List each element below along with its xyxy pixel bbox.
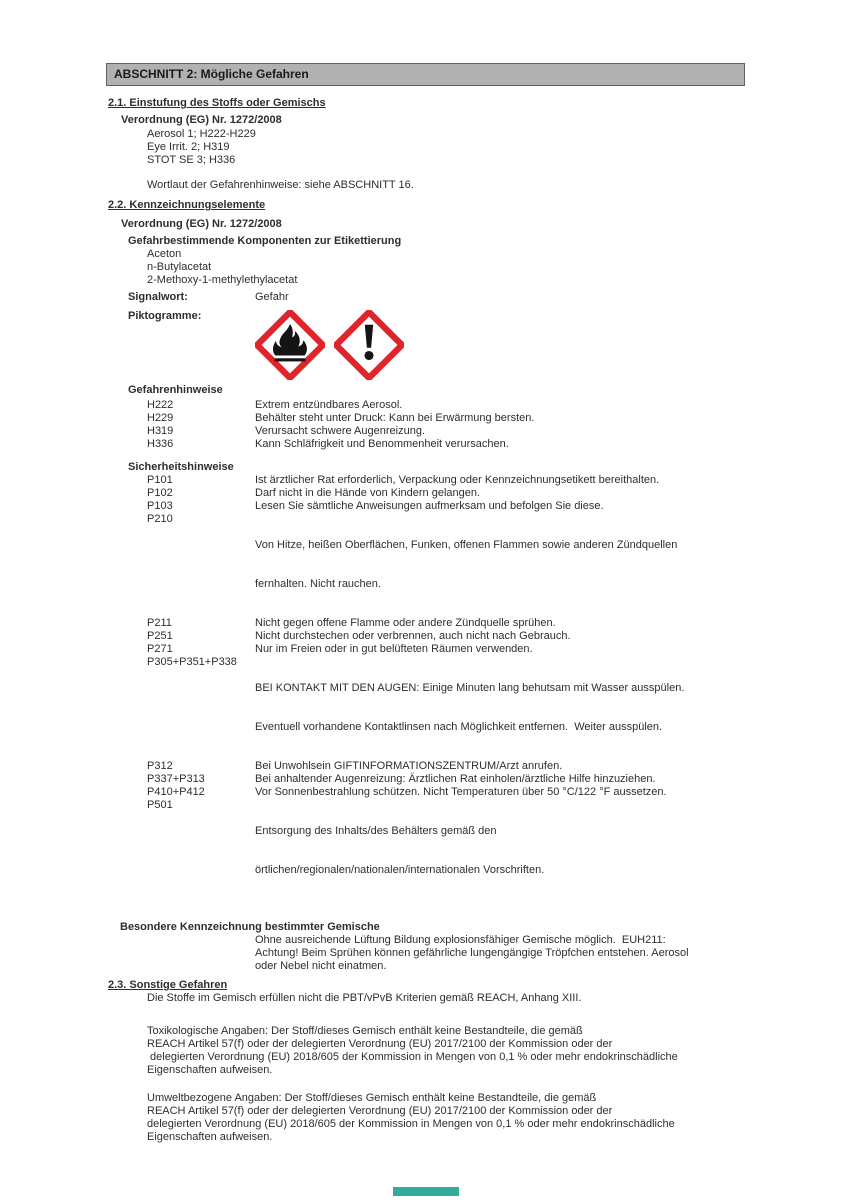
environmental-line: delegierten Verordnung (EU) 2018/605 der Kommission in Mengen von 0,1 % oder mehr endokrinschädliche	[147, 1118, 675, 1130]
section-header-title: ABSCHNITT 2: Mögliche Gefahren	[114, 67, 309, 81]
special-labelling-heading: Besondere Kennzeichnung bestimmter Gemische	[120, 921, 380, 933]
hazard-text: Extrem entzündbares Aerosol.	[255, 399, 403, 411]
pictograms-label: Piktogramme:	[128, 310, 202, 322]
hazard-statements-list	[106, 399, 749, 451]
precaution-text	[255, 656, 684, 760]
regulation-label-2-1: Verordnung (EG) Nr. 1272/2008	[121, 114, 282, 126]
component-line: n-Butylacetat	[147, 261, 212, 273]
precaution-code: P501	[147, 799, 173, 811]
precaution-code: P410+P412	[147, 786, 205, 798]
ghs02-flame-pictogram-icon	[255, 310, 325, 380]
ghs07-exclamation-pictogram-icon	[334, 310, 404, 380]
precaution-text-line: Von Hitze, heißen Oberflächen, Funken, offenen Flammen sowie anderen Zündquellen	[255, 539, 678, 551]
precautionary-statement-row	[147, 656, 749, 760]
precautionary-statement-row	[147, 760, 749, 773]
precaution-text: Vor Sonnenbestrahlung schützen. Nicht Temperaturen über 50 °C/122 °F aussetzen.	[255, 786, 667, 798]
precaution-text: Bei Unwohlsein GIFTINFORMATIONSZENTRUM/Arzt anrufen.	[255, 760, 563, 772]
precaution-code: P337+P313	[147, 773, 205, 785]
precaution-code: P102	[147, 487, 173, 499]
special-labelling-text	[255, 934, 749, 973]
precaution-text	[255, 799, 544, 903]
hazard-code: H229	[147, 412, 174, 424]
precaution-text-line: örtlichen/regionalen/nationalen/internationalen Vorschriften.	[255, 864, 545, 876]
classification-line: Eye Irrit. 2; H319	[147, 141, 230, 153]
precaution-code: P312	[147, 760, 173, 772]
classification-line: Aerosol 1; H222-H229	[147, 128, 256, 140]
toxicological-line: delegierten Verordnung (EU) 2018/605 der Kommission in Mengen von 0,1 % oder mehr endokrinschädliche	[147, 1051, 678, 1063]
section-header-bar	[106, 63, 745, 86]
hazard-statement-row	[147, 412, 749, 425]
precautionary-statement-row	[147, 513, 749, 617]
special-labelling-line: oder Nebel nicht einatmen.	[255, 960, 387, 972]
precautionary-statements-heading: Sicherheitshinweise	[128, 461, 234, 473]
precaution-text-line: BEI KONTAKT MIT DEN AUGEN: Einige Minuten lang behutsam mit Wasser ausspülen.	[255, 682, 685, 694]
environmental-line: Umweltbezogene Angaben: Der Stoff/dieses Gemisch enthält keine Bestandteile, die gemäß	[147, 1092, 597, 1104]
precaution-code: P103	[147, 500, 173, 512]
component-line: 2-Methoxy-1-methylethylacetat	[147, 274, 298, 286]
precaution-text-line: fernhalten. Nicht rauchen.	[255, 578, 381, 590]
precaution-text: Nur im Freien oder in gut belüfteten Räumen verwenden.	[255, 643, 533, 655]
precautionary-statement-row	[147, 630, 749, 643]
precautionary-statement-row	[147, 487, 749, 500]
environmental-line: Eigenschaften aufweisen.	[147, 1131, 273, 1143]
precautionary-statement-row	[147, 500, 749, 513]
heading-2-2: 2.2. Kennzeichnungselemente	[108, 199, 266, 211]
precautionary-statement-row	[147, 799, 749, 903]
pbt-statement: Die Stoffe im Gemisch erfüllen nicht die PBT/vPvB Kriterien gemäß REACH, Anhang XIII.	[147, 992, 582, 1004]
precaution-code: P305+P351+P338	[147, 656, 237, 668]
precaution-code: P271	[147, 643, 173, 655]
section-2-content	[106, 63, 749, 1144]
precaution-text-line: Entsorgung des Inhalts/des Behälters gemäß den	[255, 825, 497, 837]
labelling-components-heading: Gefahrbestimmende Komponenten zur Etikettierung	[128, 235, 402, 247]
precaution-text: Darf nicht in die Hände von Kindern gelangen.	[255, 487, 481, 499]
classification-line: STOT SE 3; H336	[147, 154, 236, 166]
precaution-text: Nicht durchstechen oder verbrennen, auch nicht nach Gebrauch.	[255, 630, 571, 642]
precautionary-statement-row	[147, 474, 749, 487]
precaution-code: P101	[147, 474, 173, 486]
signal-word-row	[128, 291, 749, 304]
precaution-text: Nicht gegen offene Flamme oder andere Zündquelle sprühen.	[255, 617, 556, 629]
precautionary-statement-row	[147, 786, 749, 799]
toxicological-line: Toxikologische Angaben: Der Stoff/dieses Gemisch enthält keine Bestandteile, die gemäß	[147, 1025, 583, 1037]
precautionary-statement-row	[147, 643, 749, 656]
signal-word-label: Signalwort:	[128, 291, 188, 303]
precaution-text	[255, 513, 677, 617]
hazard-text: Kann Schläfrigkeit und Benommenheit verursachen.	[255, 438, 509, 450]
hazard-statements-heading: Gefahrenhinweise	[128, 384, 223, 396]
special-labelling-line: Achtung! Beim Sprühen können gefährliche lungengängige Tröpfchen entstehen. Aerosol	[255, 947, 689, 959]
precaution-text: Lesen Sie sämtliche Anweisungen aufmerksam und befolgen Sie diese.	[255, 500, 604, 512]
hazard-text: Verursacht schwere Augenreizung.	[255, 425, 425, 437]
precaution-text-line: Eventuell vorhandene Kontaktlinsen nach Möglichkeit entfernen. Weiter ausspülen.	[255, 721, 663, 733]
precaution-code: P251	[147, 630, 173, 642]
toxicological-paragraph	[147, 1025, 749, 1077]
toxicological-line: Eigenschaften aufweisen.	[147, 1064, 273, 1076]
precaution-text: Bei anhaltender Augenreizung: Ärztlichen Rat einholen/ärztliche Hilfe hinzuziehen.	[255, 773, 656, 785]
precautionary-statement-row	[147, 773, 749, 786]
page-footer-mark	[393, 1187, 459, 1196]
hazard-code: H336	[147, 438, 174, 450]
hazard-wording-note: Wortlaut der Gefahrenhinweise: siehe ABSCHNITT 16.	[147, 179, 414, 191]
precaution-text: Ist ärztlicher Rat erforderlich, Verpackung oder Kennzeichnungsetikett bereithalten.	[255, 474, 660, 486]
pictograms-row	[128, 310, 749, 380]
regulation-label-2-2: Verordnung (EG) Nr. 1272/2008	[121, 218, 282, 230]
precautionary-statements-list	[106, 474, 749, 903]
pictogram-icons	[255, 310, 404, 380]
precautionary-statement-row	[147, 617, 749, 630]
heading-2-3: 2.3. Sonstige Gefahren	[108, 979, 228, 991]
heading-2-1: 2.1. Einstufung des Stoffs oder Gemischs	[108, 97, 326, 109]
signal-word-value: Gefahr	[255, 291, 289, 303]
component-line: Aceton	[147, 248, 182, 260]
hazard-statement-row	[147, 399, 749, 412]
environmental-paragraph	[147, 1092, 749, 1144]
hazard-code: H319	[147, 425, 174, 437]
hazard-statement-row	[147, 425, 749, 438]
precaution-code: P211	[147, 617, 172, 629]
hazard-text: Behälter steht unter Druck: Kann bei Erwärmung bersten.	[255, 412, 535, 424]
toxicological-line: REACH Artikel 57(f) oder der delegierten Verordnung (EU) 2017/2100 der Kommission oder der	[147, 1038, 613, 1050]
hazard-statement-row	[147, 438, 749, 451]
precaution-code: P210	[147, 513, 173, 525]
special-labelling-line: Ohne ausreichende Lüftung Bildung explosionsfähiger Gemische möglich. EUH211:	[255, 934, 666, 946]
environmental-line: REACH Artikel 57(f) oder der delegierten Verordnung (EU) 2017/2100 der Kommission oder der	[147, 1105, 613, 1117]
hazard-code: H222	[147, 399, 174, 411]
